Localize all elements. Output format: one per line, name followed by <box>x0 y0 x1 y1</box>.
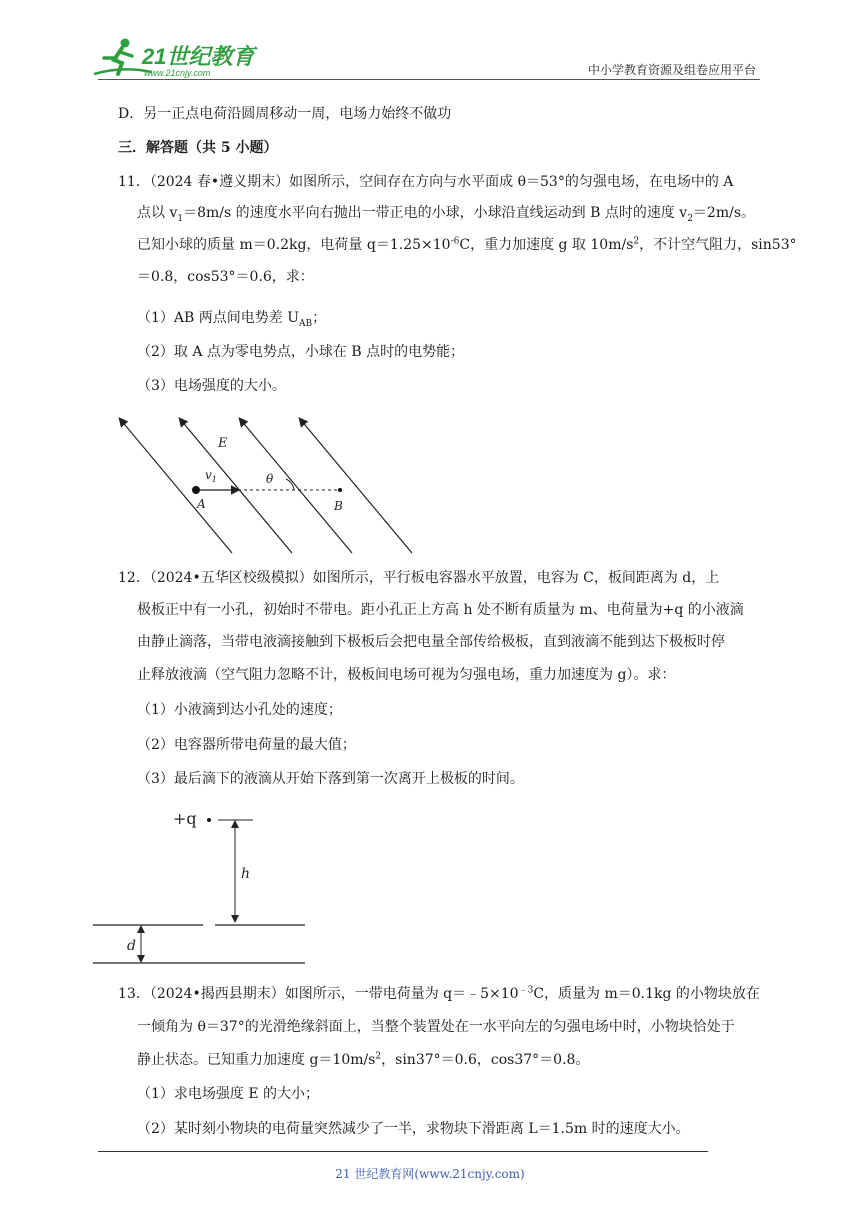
platform-name: 中小学教育资源及组卷应用平台 <box>587 63 756 77</box>
point-a <box>192 486 200 494</box>
theta-label: θ <box>266 472 274 486</box>
q13-line-1: 13．（2024•揭西县期末）如图所示，一带电荷量为 $q=﹣5\times 10^{﹣3}C$，质量为 m＝0.1kg 的小物块放在 <box>118 985 760 1002</box>
label-b: B <box>334 499 343 513</box>
field-line <box>120 419 232 553</box>
q13-sub-1: （1）求电场强度 E 的大小； <box>137 1086 320 1102</box>
q13-line-3: 静止状态。已知重力加速度 $g=10m/s^2$，sin37°＝0.6，cos37°＝0.8。 <box>137 1051 590 1068</box>
droplet <box>207 818 211 822</box>
q11-line-3: 已知小球的质量 m＝0.2kg，电荷量 $q=1.25\times 10^{-6}C$，重力加速度 g 取 $10m/s^2$，不计空气阻力，sin53° <box>137 236 797 253</box>
theta-arc <box>286 479 294 490</box>
field-line <box>180 419 292 553</box>
logo-text: 21世纪教育 <box>142 44 255 69</box>
field-line <box>240 419 352 553</box>
q11-line-4: ＝0.8，cos53°＝0.6，求： <box>137 269 314 285</box>
q12-line-4: 止释放液滴（空气阻力忽略不计，极板间电场可视为匀强电场，重力加速度为 g）。求： <box>137 667 676 683</box>
charge-label: +q <box>173 809 197 828</box>
height-label: h <box>241 866 251 882</box>
q11-line-2: 点以 $v_1=8m/s$ 的速度水平向右抛出一带正电的小球，小球沿直线运动到 B 点时的速度 $v_2=2m/s$。 <box>137 205 756 224</box>
q12-sub-3: （3）最后滴下的液滴从开始下落到第一次离开上极板的时间。 <box>137 771 524 787</box>
q12-sub-2: （2）电容器所带电荷量的最大值； <box>137 737 356 753</box>
q12-capacitor-diagram <box>85 805 325 970</box>
field-line <box>300 419 412 553</box>
footer-link[interactable]: 21 世纪教育网(www.21cnjy.com) <box>335 1167 525 1181</box>
q11-field-diagram <box>100 405 430 560</box>
label-a: A <box>197 497 206 511</box>
q12-line-2: 极板正中有一小孔，初始时不带电。距小孔正上方高 h 处不断有质量为 m、电荷量为+q 的小液滴 <box>137 602 744 618</box>
velocity-label: $v_1$ <box>205 468 217 484</box>
q12-line-1: 12．（2024•五华区校级模拟）如图所示，平行板电容器水平放置，电容为 C，板间距离为 d，上 <box>118 570 720 586</box>
q12-sub-1: （1）小液滴到达小孔处的速度； <box>137 702 342 718</box>
point-b <box>338 488 342 492</box>
q11-sub-3: （3）电场强度的大小。 <box>137 378 286 394</box>
option-d: D．另一正点电荷沿圆周移动一周，电场力始终不做功 <box>118 106 452 122</box>
q11-sub-2: （2）取 A 点为零电势点，小球在 B 点时的电势能； <box>137 344 465 360</box>
q11-sub-1: （1）AB 两点间电势差 $U_{AB}$； <box>137 310 327 329</box>
q13-sub-2: （2）某时刻小物块的电荷量突然减少了一半，求物块下滑距离 L＝1.5m 时的速度大小。 <box>137 1121 690 1137</box>
gap-label: d <box>127 938 136 954</box>
header-rule <box>98 79 760 80</box>
section-heading: 三．解答题（共 5 小题） <box>118 140 278 156</box>
q13-line-2: 一倾角为 θ＝37°的光滑绝缘斜面上，当整个装置处在一水平向左的匀强电场中时，小物块恰处于 <box>137 1019 735 1035</box>
q11-line-1: 11．（2024 春•遵义期末）如图所示，空间存在方向与水平面成 θ＝53°的匀强电场，在电场中的 A <box>118 174 734 190</box>
site-logo <box>92 36 262 82</box>
field-label: E <box>218 436 228 451</box>
footer-rule <box>98 1151 708 1152</box>
q12-line-3: 由静止滴落，当带电液滴接触到下极板后会把电量全部传给极板，直到液滴不能到达下极板时停 <box>137 634 725 650</box>
logo-url: www.21cnjy.com <box>144 68 211 78</box>
